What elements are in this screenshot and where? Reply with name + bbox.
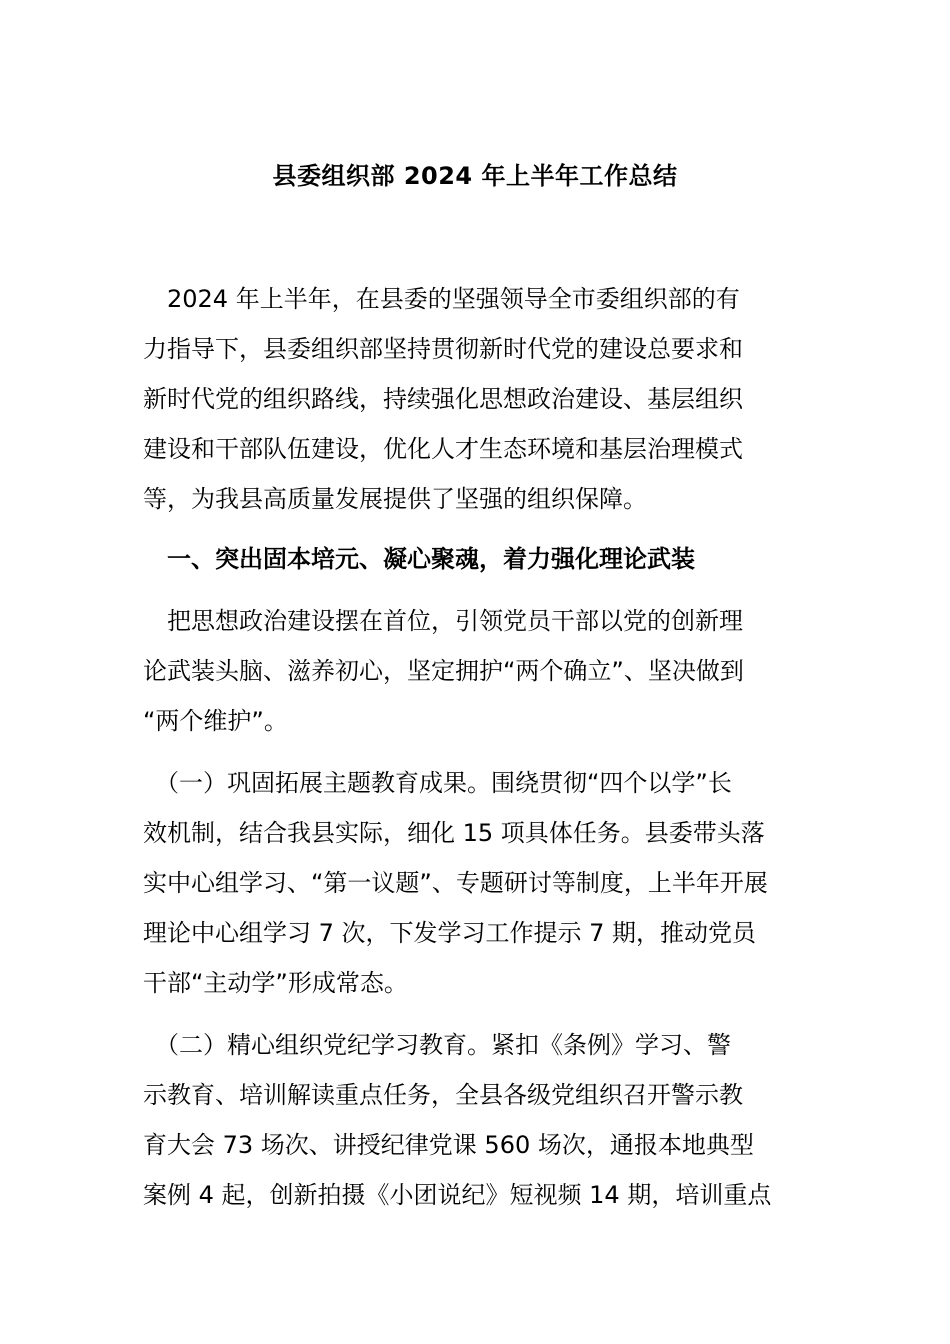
paragraph-1-line-5: 等，为我县高质量发展提供了坚强的组织保障。 [143,485,647,513]
paragraph-3-line-3: 实中心组学习、“第一议题”、专题研讨等制度，上半年开展 [143,869,768,897]
paragraph-3-line-2: 效机制，结合我县实际，细化 15 项具体任务。县委带头落 [143,819,765,847]
paragraph-3-line-4: 理论中心组学习 7 次，下发学习工作提示 7 期，推动党员 [143,919,757,947]
document-title: 县委组织部 2024 年上半年工作总结 [272,162,678,190]
paragraph-1-line-1: 2024 年上半年，在县委的坚强领导全市委组织部的有 [143,285,740,313]
paragraph-3-line-1: （一）巩固拓展主题教育成果。围绕贯彻“四个以学”长 [143,769,732,797]
paragraph-4-line-4: 案例 4 起，创新拍摄《小团说纪》短视频 14 期，培训重点 [143,1181,772,1209]
paragraph-4-line-3: 育大会 73 场次、讲授纪律党课 560 场次，通报本地典型 [143,1131,754,1159]
paragraph-1-line-2: 力指导下，县委组织部坚持贯彻新时代党的建设总要求和 [143,335,743,363]
paragraph-2-line-2: 论武装头脑、滋养初心，坚定拥护“两个确立”、坚决做到 [143,657,744,685]
paragraph-2-line-3: “两个维护”。 [143,707,288,735]
paragraph-1-line-3: 新时代党的组织路线，持续强化思想政治建设、基层组织 [143,385,743,413]
paragraph-1-line-4: 建设和干部队伍建设，优化人才生态环境和基层治理模式 [143,435,743,463]
section-heading-1: 一、突出固本培元、凝心聚魂，着力强化理论武装 [143,545,695,573]
paragraph-4-line-2: 示教育、培训解读重点任务，全县各级党组织召开警示教 [143,1081,743,1109]
paragraph-2-line-1: 把思想政治建设摆在首位，引领党员干部以党的创新理 [143,607,743,635]
paragraph-4-line-1: （二）精心组织党纪学习教育。紧扣《条例》学习、警 [143,1031,731,1059]
paragraph-3-line-5: 干部“主动学”形成常态。 [143,969,408,997]
